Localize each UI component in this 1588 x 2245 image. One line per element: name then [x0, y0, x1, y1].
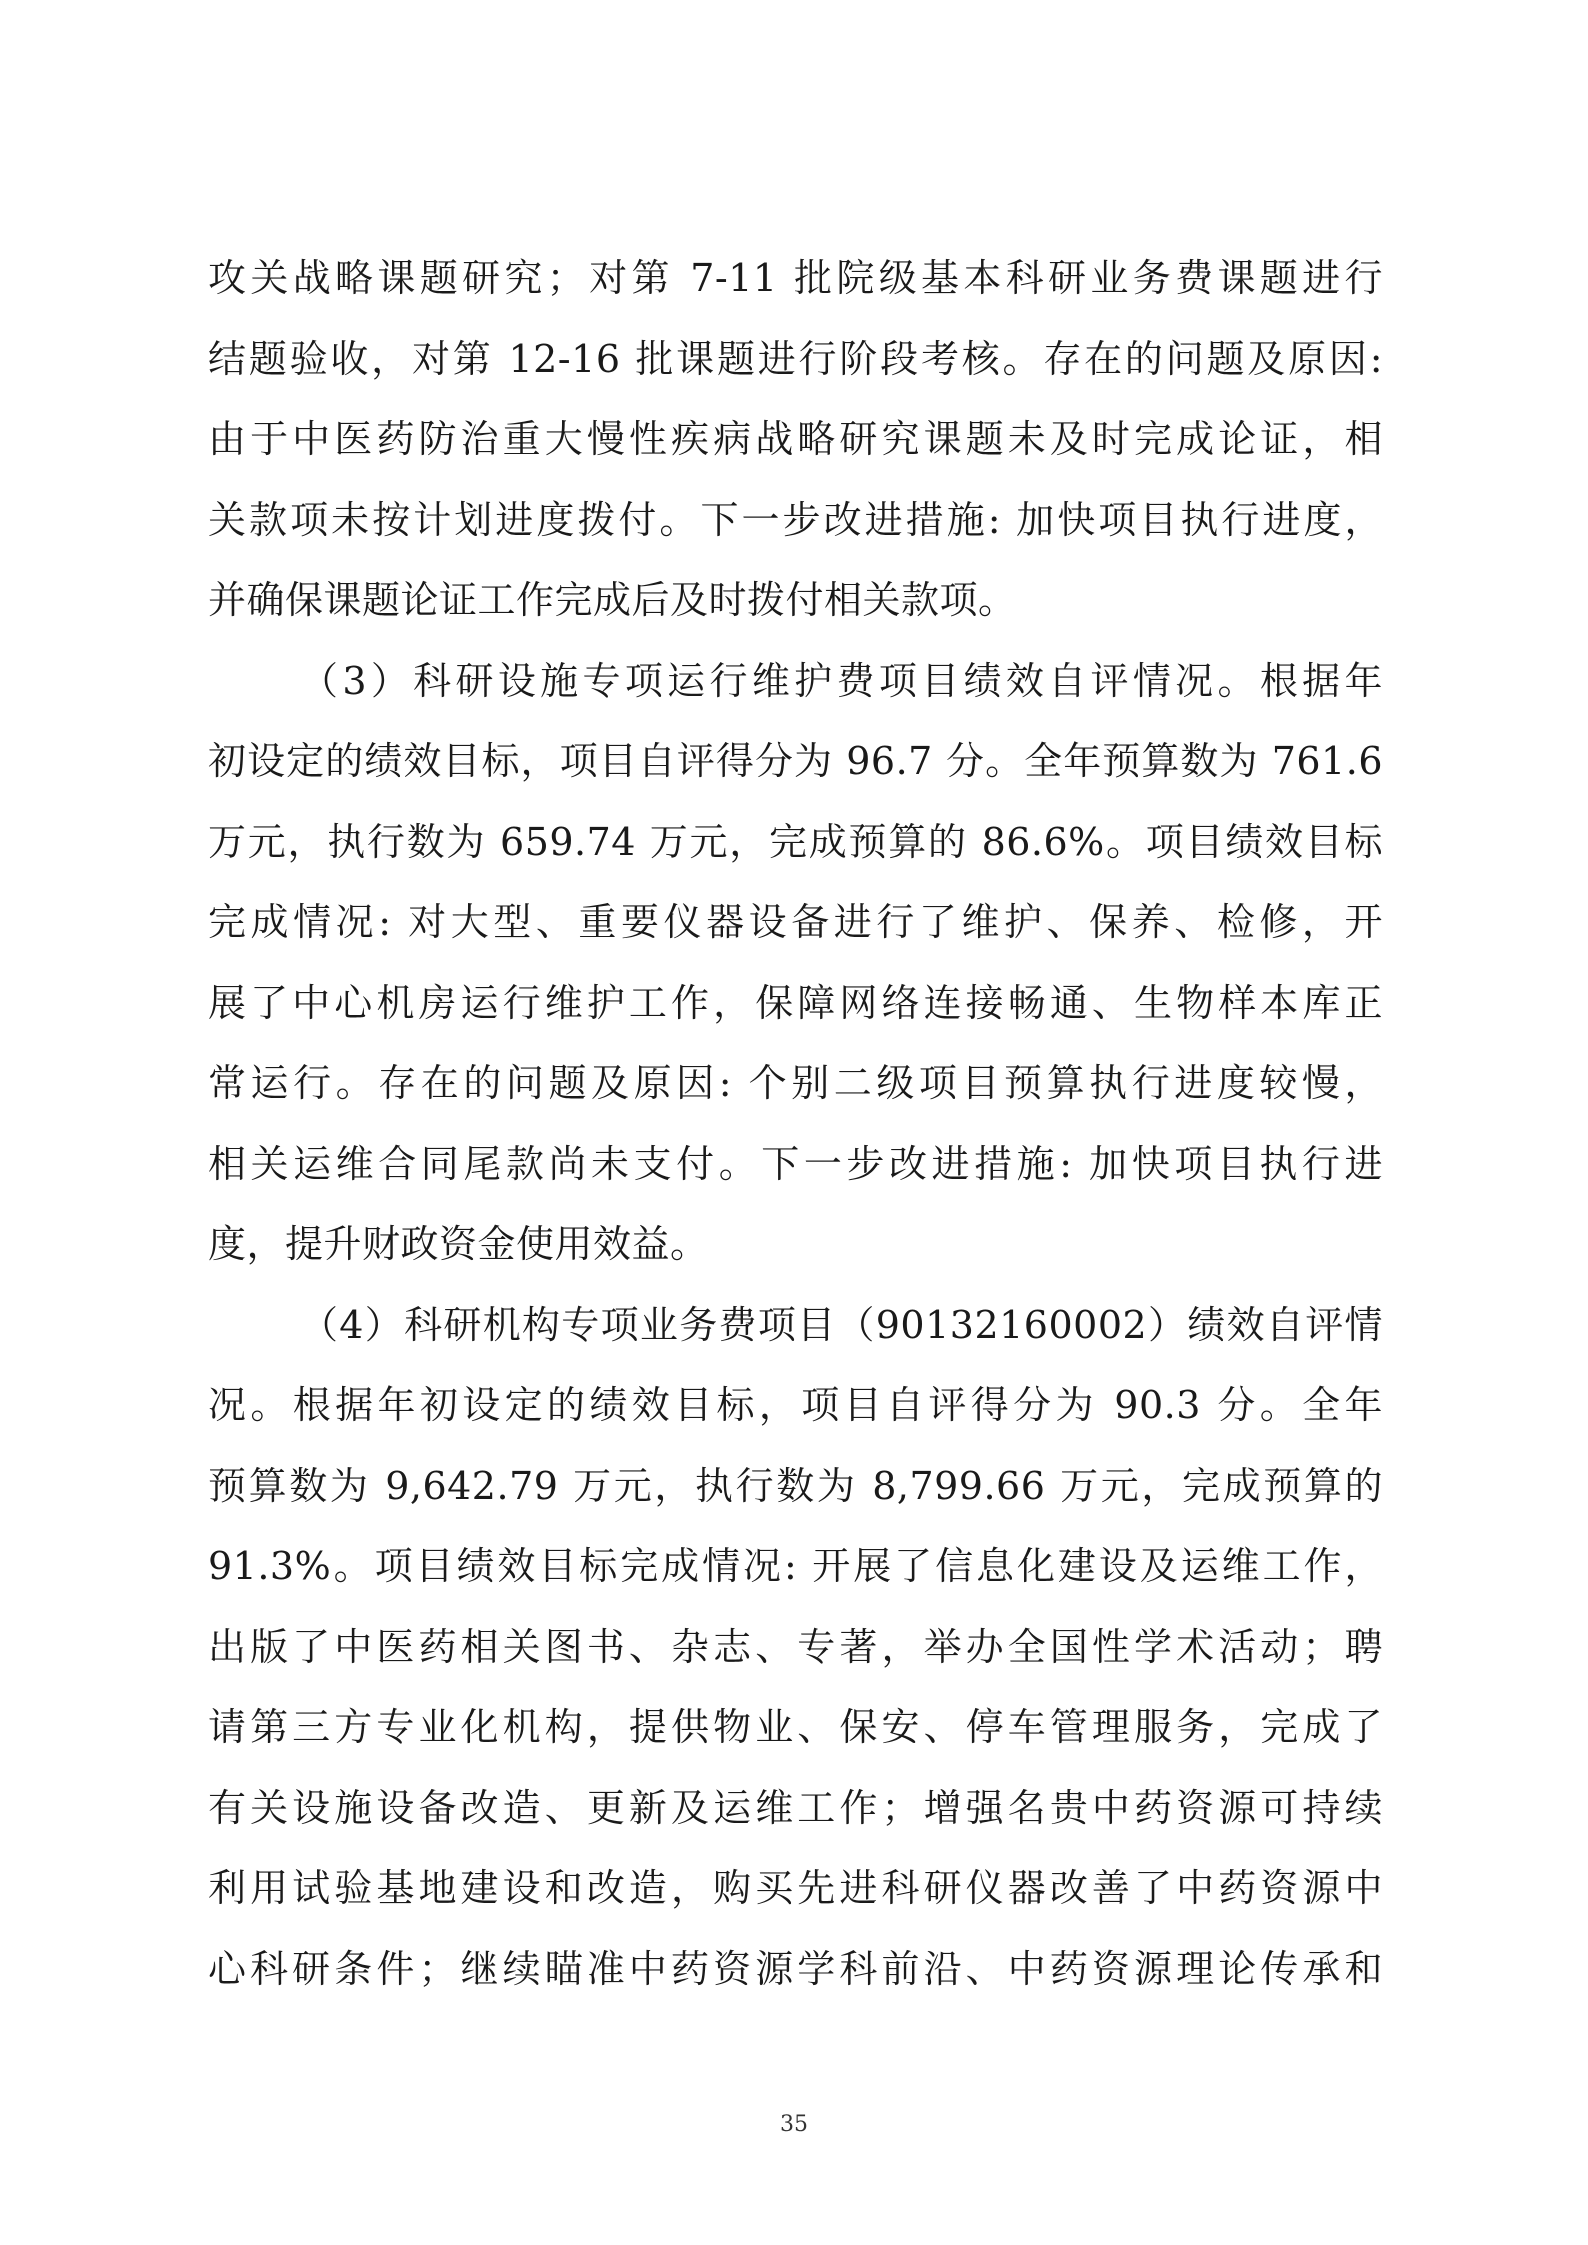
- section-heading-line: （3）科研设施专项运行维护费项目绩效自评情况。根据年: [300, 658, 1383, 703]
- paragraph-end-line: 并确保课题论证工作完成后及时拨付相关款项。: [208, 578, 1017, 622]
- text-line: 关款项未按计划进度拨付。下一步改进措施: 加快项目执行进度，: [208, 497, 1383, 542]
- text-line: 万元，执行数为 659.74 万元，完成预算的 86.6%。项目绩效目标: [208, 819, 1383, 864]
- text-line: 请第三方专业化机构，提供物业、保安、停车管理服务，完成了: [208, 1705, 1383, 1749]
- section-heading-line: （4）科研机构专项业务费项目（90132160002）绩效自评情: [300, 1302, 1383, 1347]
- text-line: 心科研条件；继续瞄准中药资源学科前沿、中药资源理论传承和: [208, 1946, 1383, 1991]
- text-line: 结题验收，对第 12-16 批课题进行阶段考核。存在的问题及原因:: [208, 336, 1383, 381]
- text-line: 预算数为 9,642.79 万元，执行数为 8,799.66 万元，完成预算的: [208, 1463, 1383, 1508]
- text-line: 况。根据年初设定的绩效目标，项目自评得分为 90.3 分。全年: [208, 1383, 1383, 1427]
- page-number: 35: [780, 2112, 808, 2137]
- text-line: 常运行。存在的问题及原因: 个别二级项目预算执行进度较慢，: [208, 1061, 1383, 1105]
- text-line: 出版了中医药相关图书、杂志、专著，举办全国性学术活动；聘: [208, 1624, 1383, 1669]
- text-line: 由于中医药防治重大慢性疾病战略研究课题未及时完成论证，相: [208, 417, 1383, 461]
- text-line: 初设定的绩效目标，项目自评得分为 96.7 分。全年预算数为 761.6: [208, 739, 1383, 783]
- paragraph-end-line: 度，提升财政资金使用效益。: [208, 1222, 709, 1266]
- text-line: 展了中心机房运行维护工作，保障网络连接畅通、生物样本库正: [208, 980, 1383, 1025]
- text-line: 利用试验基地建设和改造，购买先进科研仪器改善了中药资源中: [208, 1866, 1383, 1910]
- text-line: 攻关战略课题研究；对第 7-11 批院级基本科研业务费课题进行: [208, 256, 1383, 300]
- text-line: 91.3%。项目绩效目标完成情况: 开展了信息化建设及运维工作，: [208, 1544, 1383, 1588]
- text-line: 完成情况: 对大型、重要仪器设备进行了维护、保养、检修，开: [208, 900, 1383, 944]
- text-line: 相关运维合同尾款尚未支付。下一步改进措施: 加快项目执行进: [208, 1141, 1383, 1186]
- text-line: 有关设施设备改造、更新及运维工作；增强名贵中药资源可持续: [208, 1785, 1383, 1830]
- body-text: [208, 238, 1383, 2009]
